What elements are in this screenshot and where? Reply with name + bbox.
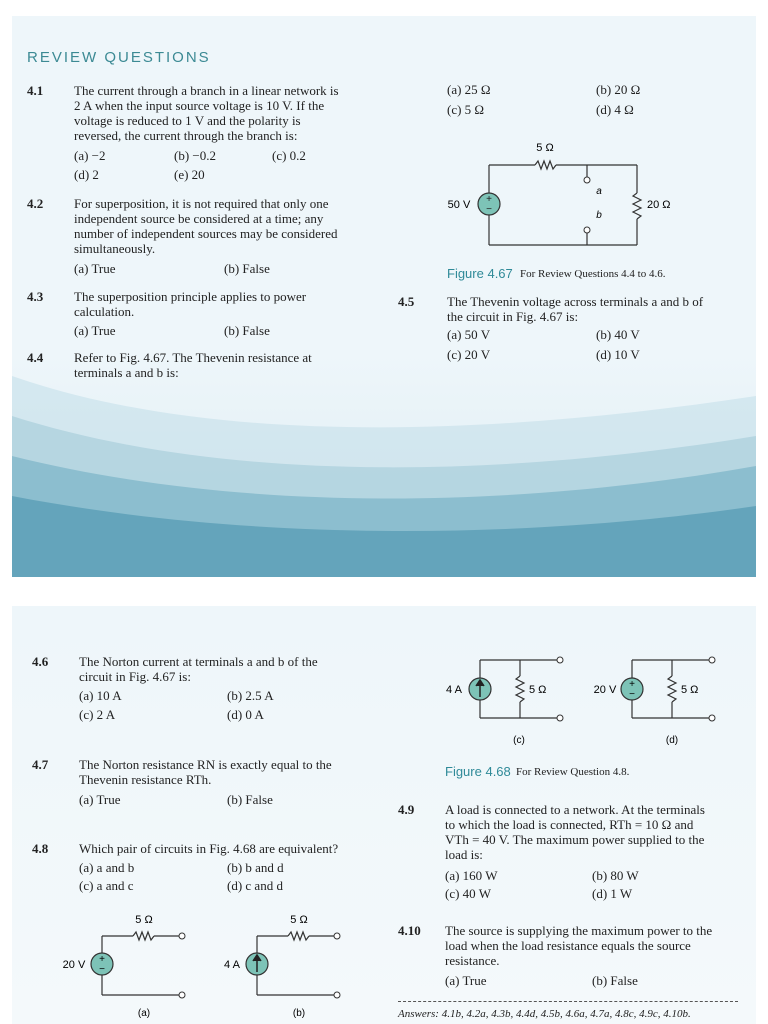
question-number: 4.8 xyxy=(32,841,49,856)
answers-line: Answers: 4.1b, 4.2a, 4.3b, 4.4d, 4.5b, 4.6a, 4.7a, 4.8c, 4.9c, 4.10b. xyxy=(398,1008,691,1020)
svg-text:+: + xyxy=(486,194,492,205)
question-line: The Norton resistance RN is exactly equal to the xyxy=(79,757,332,772)
resistor-label: 5 Ω xyxy=(529,684,547,696)
option-c: (c) 20 V xyxy=(447,347,491,362)
option-b: (b) b and d xyxy=(227,860,284,875)
question-line: The Thevenin voltage across terminals a and b of xyxy=(447,294,704,309)
svg-text:+: + xyxy=(99,954,105,965)
question-text xyxy=(445,923,745,968)
question-line: The source is supplying the maximum power to the xyxy=(445,923,713,938)
resistor-zigzag xyxy=(288,932,309,940)
question-line: independent source be considered at a time; any xyxy=(74,211,324,226)
resistor-label: 5 Ω xyxy=(290,914,308,926)
option-a: (a) 10 A xyxy=(79,688,122,703)
question-number: 4.4 xyxy=(27,350,44,365)
circuit-b xyxy=(212,911,362,1021)
source-label: 20 V xyxy=(593,684,617,696)
circuit-tag: (d) xyxy=(665,735,679,746)
option-b: (b) 80 W xyxy=(592,868,639,883)
question-text xyxy=(74,196,374,256)
source-label: 4 A xyxy=(446,684,462,696)
question-line: voltage is reduced to 1 V and the polarity is xyxy=(74,113,301,128)
question-line: reversed, the current through the branch is: xyxy=(74,128,298,143)
option-d: (d) c and d xyxy=(227,878,283,893)
question-text xyxy=(445,802,745,862)
question-line: 2 A when the input source voltage is 10 V. If the xyxy=(74,98,325,113)
question-line: A load is connected to a network. At the terminals xyxy=(445,802,705,817)
option-a: (a) −2 xyxy=(74,148,106,163)
option-d: (d) 4 Ω xyxy=(596,102,634,117)
terminal-node xyxy=(179,992,185,998)
figure-label: Figure 4.68 xyxy=(445,764,511,779)
question-number: 4.3 xyxy=(27,289,44,304)
resistor-label: 5 Ω xyxy=(135,914,153,926)
terminal-a-node xyxy=(584,177,590,183)
question-line: resistance. xyxy=(445,953,500,968)
option-c: (c) 5 Ω xyxy=(447,102,485,117)
question-text xyxy=(74,289,374,319)
question-line: load is: xyxy=(445,847,483,862)
resistor-zigzag xyxy=(535,161,556,169)
option-e: (e) 20 xyxy=(174,167,205,182)
question-line: The superposition principle applies to power xyxy=(74,289,307,304)
question-line: Refer to Fig. 4.67. The Thevenin resistance at xyxy=(74,350,312,365)
figure-caption: For Review Questions 4.4 to 4.6. xyxy=(520,268,666,280)
terminal-node xyxy=(709,657,715,663)
question-text xyxy=(447,294,747,324)
question-line: For superposition, it is not required that only one xyxy=(74,196,329,211)
question-line: The Norton current at terminals a and b of the xyxy=(79,654,318,669)
option-d: (d) 0 A xyxy=(227,707,264,722)
option-b: (b) False xyxy=(224,323,270,338)
question-number: 4.5 xyxy=(398,294,415,309)
resistor-zigzag xyxy=(668,676,676,702)
source-label: 20 V xyxy=(62,959,86,971)
option-a: (a) a and b xyxy=(79,860,135,875)
terminal-node xyxy=(709,715,715,721)
question-line: load when the load resistance equals the source xyxy=(445,938,691,953)
terminal-b-label: b xyxy=(596,210,602,221)
question-line: Thevenin resistance RTh. xyxy=(79,772,212,787)
option-c: (c) a and c xyxy=(79,878,134,893)
question-number: 4.1 xyxy=(27,83,44,98)
question-text xyxy=(74,350,374,380)
option-c: (c) 40 W xyxy=(445,886,491,901)
option-a: (a) True xyxy=(74,261,116,276)
page-heading: REVIEW QUESTIONS xyxy=(27,49,211,66)
option-c: (c) 2 A xyxy=(79,707,116,722)
terminal-node xyxy=(557,715,563,721)
circuit-tag: (c) xyxy=(513,735,525,746)
circuit-tag: (a) xyxy=(137,1008,151,1019)
option-b: (b) False xyxy=(227,792,273,807)
option-d: (d) 1 W xyxy=(592,886,633,901)
question-number: 4.2 xyxy=(27,196,44,211)
question-line: Which pair of circuits in Fig. 4.68 are equivalent? xyxy=(79,841,339,856)
terminal-node xyxy=(334,992,340,998)
question-text xyxy=(79,654,379,684)
question-line: simultaneously. xyxy=(74,241,156,256)
svg-text:−: − xyxy=(629,689,635,700)
question-line: The current through a branch in a linear network is xyxy=(74,83,339,98)
question-text xyxy=(79,841,379,856)
resistor-right-label: 20 Ω xyxy=(647,199,671,211)
terminal-b-node xyxy=(584,227,590,233)
slide-1 xyxy=(12,16,756,577)
question-line: number of independent sources may be considered xyxy=(74,226,338,241)
figure-label: Figure 4.67 xyxy=(447,266,513,281)
option-b: (b) False xyxy=(224,261,270,276)
option-d: (d) 2 xyxy=(74,167,99,182)
option-b: (b) 2.5 A xyxy=(227,688,274,703)
resistor-top-label: 5 Ω xyxy=(536,142,554,154)
question-number: 4.10 xyxy=(398,923,421,938)
circuit-a xyxy=(57,911,207,1021)
question-number: 4.7 xyxy=(32,757,49,772)
question-text xyxy=(74,83,374,143)
question-line: the circuit in Fig. 4.67 is: xyxy=(447,309,579,324)
option-b: (b) 40 V xyxy=(596,327,640,342)
terminal-a-label: a xyxy=(596,186,602,197)
question-line: to which the load is connected, RTh = 10 Ω and xyxy=(445,817,694,832)
question-line: terminals a and b is: xyxy=(74,365,179,380)
terminal-node xyxy=(557,657,563,663)
circuit-tag: (b) xyxy=(292,1008,306,1019)
slide-2 xyxy=(12,606,756,1024)
terminal-node xyxy=(334,933,340,939)
svg-text:−: − xyxy=(99,964,105,975)
resistor-zigzag xyxy=(633,193,641,219)
option-d: (d) 10 V xyxy=(596,347,640,362)
option-a: (a) True xyxy=(445,973,487,988)
option-b: (b) 20 Ω xyxy=(596,82,641,97)
question-number: 4.9 xyxy=(398,802,415,817)
option-c: (c) 0.2 xyxy=(272,148,306,163)
option-a: (a) True xyxy=(74,323,116,338)
svg-text:−: − xyxy=(486,204,492,215)
figure-4-67-circuit xyxy=(437,136,671,254)
question-line: circuit in Fig. 4.67 is: xyxy=(79,669,191,684)
option-a: (a) 25 Ω xyxy=(447,82,491,97)
resistor-zigzag xyxy=(133,932,154,940)
question-text xyxy=(79,757,379,787)
terminal-node xyxy=(179,933,185,939)
question-line: calculation. xyxy=(74,304,135,319)
option-b: (b) False xyxy=(592,973,638,988)
option-b: (b) −0.2 xyxy=(174,148,216,163)
option-a: (a) 50 V xyxy=(447,327,491,342)
source-label: 4 A xyxy=(224,959,240,971)
circuit-c xyxy=(437,646,577,746)
circuit-d xyxy=(589,646,729,746)
option-a: (a) True xyxy=(79,792,121,807)
question-number: 4.6 xyxy=(32,654,49,669)
answers-divider xyxy=(398,1001,738,1002)
question-line: VTh = 40 V. The maximum power supplied to the xyxy=(445,832,705,847)
option-a: (a) 160 W xyxy=(445,868,498,883)
resistor-label: 5 Ω xyxy=(681,684,699,696)
figure-caption: For Review Question 4.8. xyxy=(516,766,630,778)
svg-text:+: + xyxy=(629,679,635,690)
source-label: 50 V xyxy=(447,199,471,211)
resistor-zigzag xyxy=(516,676,524,702)
